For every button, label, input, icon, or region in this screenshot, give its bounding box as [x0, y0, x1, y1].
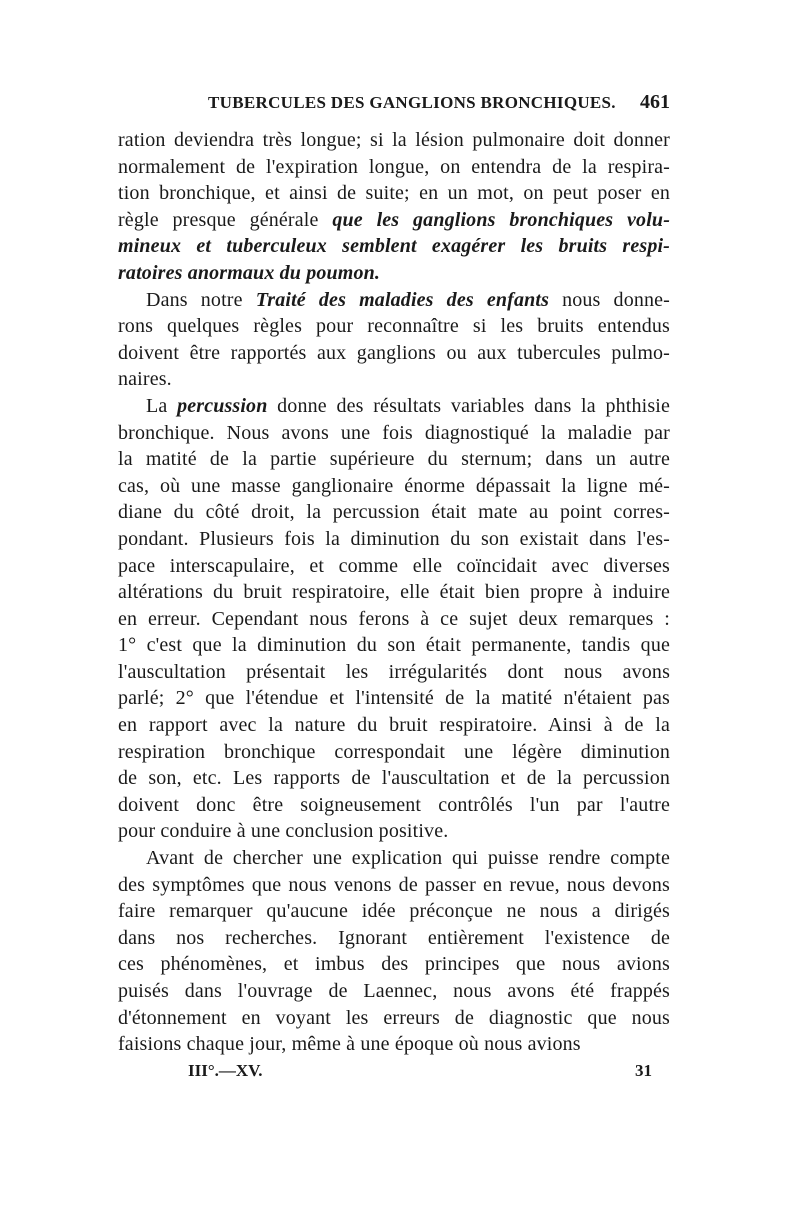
- text-line: respiration bronchique correspondait une légère diminution: [118, 740, 670, 763]
- page-header: [118, 93, 670, 123]
- text-line: pace interscapulaire, et comme elle coïncidait avec diverses: [118, 554, 670, 577]
- paragraph: [118, 845, 670, 1058]
- paragraph: [118, 393, 670, 845]
- text-line: La percussion donne des résultats variables dans la phthisie: [146, 394, 670, 417]
- text-line: [118, 260, 670, 287]
- text-line: en rapport avec la nature du bruit respiratoire. Ainsi à de la: [118, 714, 670, 737]
- text-line: 1° c'est que la diminution du son était permanente, tandis que: [118, 634, 670, 657]
- text-line: Avant de chercher une explication qui puisse rendre compte: [146, 847, 670, 870]
- text-line: d'étonnement en voyant les erreurs de diagnostic que nous: [118, 1006, 670, 1029]
- text-line: parlé; 2° que l'étendue et l'intensité de la matité n'étaient pas: [118, 687, 670, 710]
- folio-number: 31: [635, 1061, 652, 1080]
- text-line: des symptômes que nous venons de passer en revue, nous devons: [118, 873, 670, 896]
- text-line: de son, etc. Les rapports de l'auscultation et de la percussion: [118, 767, 670, 790]
- running-title: TUBERCULES DES GANGLIONS BRONCHIQUES.: [208, 93, 616, 112]
- text-line: faisions chaque jour, même à une époque où nous avions: [118, 1033, 581, 1056]
- text-line: pondant. Plusieurs fois la diminution du son existait dans l'es-: [118, 527, 670, 550]
- text-line: tion bronchique, et ainsi de suite; en un mot, on peut poser en: [118, 182, 670, 205]
- italic-emphasis: que les ganglions bronchiques volu-: [332, 208, 671, 231]
- text-line: faire remarquer qu'aucune idée préconçue ne nous a dirigés: [118, 900, 670, 923]
- text-line: altérations du bruit respiratoire, elle était bien propre à induire: [118, 581, 670, 604]
- text-line: normalement de l'expiration longue, on entendra de la respira-: [118, 155, 670, 178]
- text-line: [118, 233, 670, 260]
- text-line: puisés dans l'ouvrage de Laennec, nous avons été frappés: [118, 980, 670, 1002]
- text-line: doivent donc être soigneusement contrôlés l'un par l'autre: [118, 793, 670, 816]
- body-text: [118, 127, 670, 1058]
- text-line: ces phénomènes, et imbus des principes que nous avions: [118, 953, 670, 976]
- text-line: diane du côté droit, la percussion était mate au point corres-: [118, 501, 670, 524]
- signature-mark: III°.—XV.: [188, 1061, 263, 1080]
- text-line: ration deviendra très longue; si la lésion pulmonaire doit donner: [118, 129, 670, 151]
- text-line: règle presque générale que les ganglions bronchiques volu-: [118, 208, 671, 231]
- text-line: bronchique. Nous avons une fois diagnostiqué la maladie par: [118, 421, 670, 444]
- text-line: dans nos recherches. Ignorant entièrement l'existence de: [118, 926, 670, 949]
- text-line: en erreur. Cependant nous ferons à ce sujet deux remarques :: [118, 607, 670, 630]
- text-line: pour conduire à une conclusion positive.: [118, 820, 449, 843]
- paragraph: [118, 287, 670, 393]
- italic-emphasis: ratoires anormaux du poumon.: [118, 261, 381, 284]
- italic-emphasis: percussion: [177, 394, 268, 417]
- text-line: Dans notre Traité des maladies des enfants nous donne-: [146, 288, 670, 311]
- page-footer: [118, 1061, 670, 1089]
- paragraph: [118, 127, 670, 287]
- text-line: doivent être rapportés aux ganglions ou aux tubercules pulmo-: [118, 341, 670, 364]
- text-line: naires.: [118, 368, 172, 391]
- text-line: rons quelques règles pour reconnaître si les bruits entendus: [118, 315, 670, 338]
- page-number: 461: [640, 91, 670, 113]
- text-line: l'auscultation présentait les irrégularités dont nous avons: [118, 660, 670, 683]
- italic-emphasis: mineux et tuberculeux semblent exagérer les bruits respi-: [118, 235, 670, 258]
- text-line: cas, où une masse ganglionaire énorme dépassait la ligne mé-: [118, 474, 670, 497]
- text-line: la matité de la partie supérieure du sternum; dans un autre: [118, 448, 670, 471]
- italic-emphasis: Traité des maladies des enfants: [255, 288, 550, 311]
